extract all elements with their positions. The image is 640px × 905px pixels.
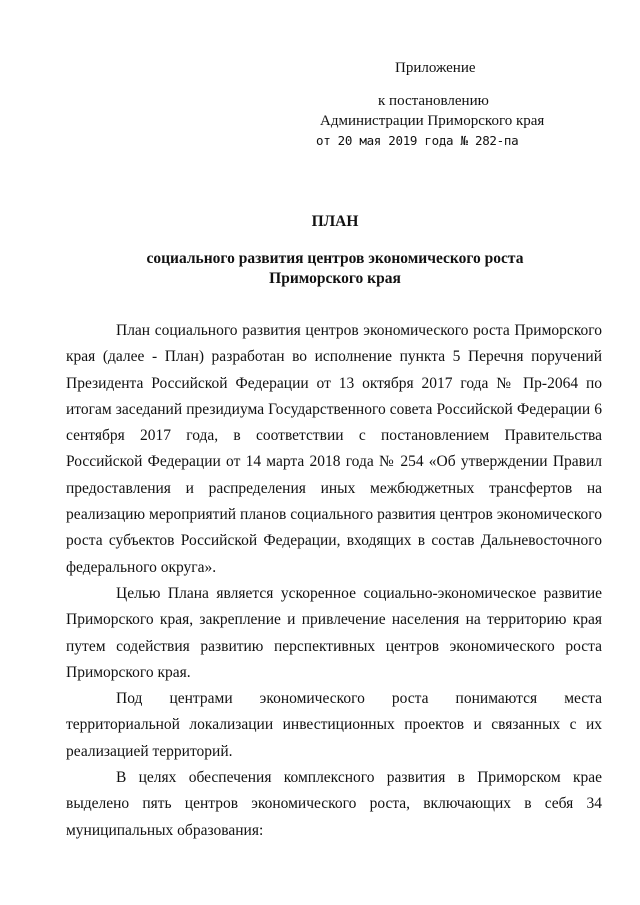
- document-subtitle-line-2: Приморского края: [269, 270, 401, 287]
- appendix-title: Приложение: [395, 60, 476, 76]
- document-subtitle: [60, 249, 610, 289]
- appendix-block: [310, 58, 610, 151]
- appendix-administration: Администрации Приморского края: [320, 113, 545, 129]
- paragraph: Под центрами экономического роста понимаются места территориальной локализации инвестиционных проектов и связанных с их реализацией территорий.: [66, 690, 602, 760]
- appendix-to: к постановлению: [378, 93, 489, 109]
- paragraph: Целью Плана является ускоренное социально-экономическое развитие Приморского края, закрепление и привлечение населения на территорию края путем содействия развитию перспективных центров экономического роста Приморского края.: [66, 584, 602, 681]
- document-body: [66, 318, 602, 844]
- appendix-date-stamp: от 20 мая 2019 года № 282-па: [316, 133, 519, 148]
- paragraph: План социального развития центров экономического роста Приморского края (далее - План) разработан во исполнение пункта 5 Перечня поручений Президента Российской Федерации от 13 октября 2017 года № Пр-2064 по итогам заседаний президиума Государственного совета Российской Федерации 6 сентября 2017 года, в соответствии с постановлением Правительства Российской Федерации от 14 марта 2018 года № 254 «Об утверждении Правил предоставления и распределения иных межбюджетных трансфертов на реализацию мероприятий планов социального развития центров экономического роста субъектов Российской Федерации, входящих в состав Дальневосточного федерального округа».: [66, 322, 602, 576]
- document-title: ПЛАН: [311, 213, 359, 230]
- document-subtitle-line-1: социального развития центров экономического роста: [146, 250, 524, 267]
- paragraph: В целях обеспечения комплексного развития в Приморском крае выделено пять центров экономического роста, включающих в себя 34 муниципальных образования:: [66, 769, 602, 839]
